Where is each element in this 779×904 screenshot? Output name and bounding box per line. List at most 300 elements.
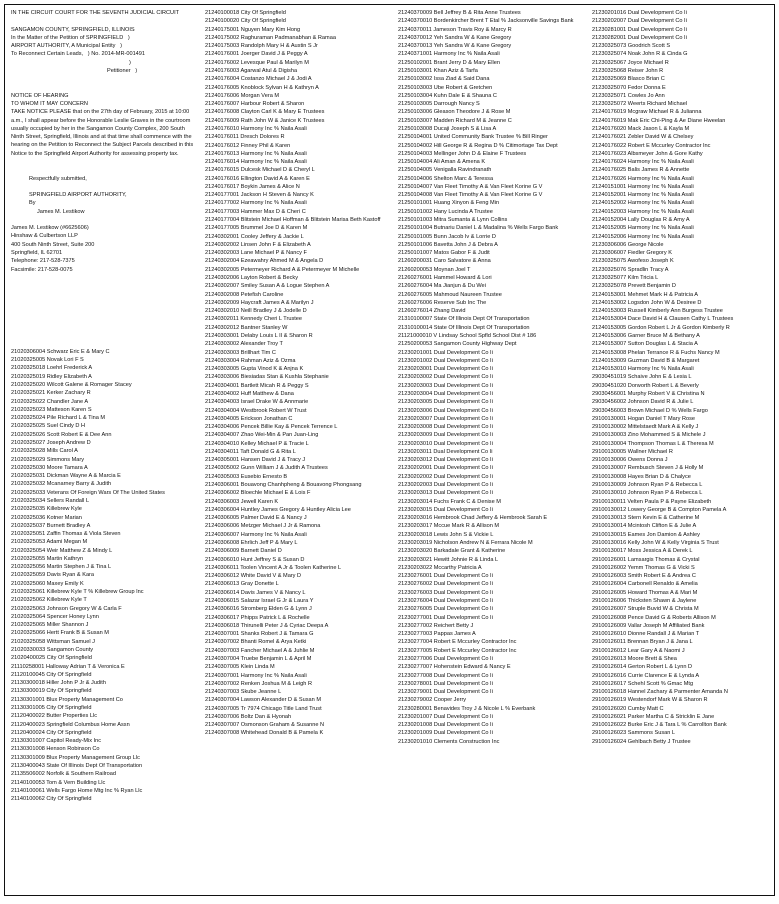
parcel-list xyxy=(592,9,770,746)
parcel-entry: 21240307008 Whitehead Donald B & Pamela K xyxy=(205,730,324,737)
parcel-entry: 21240302006 Layton Robert & Becky xyxy=(205,275,298,281)
parcel-entry: 21230277003 Pappas James A xyxy=(398,631,476,638)
parcel-entry: 21130301008 Henson Robinson Co xyxy=(11,746,100,753)
parcel-entry: 21240307001 Shanks Robert J & Tamara G xyxy=(205,631,314,638)
parcel-entry: 21240176002 Levesque Paul & Marilyn M xyxy=(205,59,309,66)
parcel-entry: 21250103002 Issa Ziad & Said Dana xyxy=(398,76,490,83)
parcel-entry: 21240370013 Yeh Sandra W & Kane Gregory xyxy=(398,43,512,50)
signature-line: SPRINGFIELD AIRPORT AUTHORITY, xyxy=(29,192,127,199)
parcel-entry: 21020325030 Moore Tamara A xyxy=(11,464,88,471)
parcel-entry: 21140100061 Wells Fargo Home Mtg Inc % Ryan Llc xyxy=(11,787,143,794)
parcel-entry: 29100126016 Currie Clarence E & Lynda A xyxy=(592,672,700,679)
parcel-entry: 29100130013 Stern Kevin E & Catherine M xyxy=(592,515,700,522)
parcel-entry: 21250101002 Hany Lucinda A Trustee xyxy=(398,208,493,215)
matter-line: ) xyxy=(129,59,131,66)
parcel-entry: 21260200031 Caro Salvatore & Anna xyxy=(398,258,491,265)
parcel-entry: 21230202003 Dual Development Co Ii xyxy=(398,482,493,489)
parcel-entry: 21250101007 Matos Gabor F & Judit xyxy=(398,250,490,257)
matter-line: AIRPORT AUTHORITY, A Municipal Entity ) xyxy=(11,43,122,50)
parcel-entry: 21250101005 Bunn Jacob Iv & Lorrie D xyxy=(398,233,496,240)
parcel-entry: 29100130009 Johnson Ryan P & Rebecca L xyxy=(592,482,703,489)
parcel-entry: 29100126012 Lear Gary A & Naomi J xyxy=(592,647,685,654)
parcel-entry: 21240304005 Erickson Jonathan C xyxy=(205,415,293,422)
parcel-entry: 21240176019 Mak Eric Chi-Ping & Ae Diane Hweelan xyxy=(592,117,726,124)
attorney-line: Facsimile: 217-528-0075 xyxy=(11,266,73,273)
parcel-entry: 21020325055 Martin Kathryn xyxy=(11,555,84,562)
matter-line: To Reconnect Certain Leads, ) No. 2014-MR-001491 xyxy=(11,51,146,58)
attorney-line: Telephone: 217-528-7375 xyxy=(11,258,75,265)
parcel-entry: 21240307002 Bhanti Romel & Arya Ketki xyxy=(205,639,307,646)
parcel-entry: 21230306007 Fiedler Gregory K xyxy=(592,250,672,257)
parcel-entry: 21240306004 Huntley James Gregory & Huntley Alicia Lee xyxy=(205,506,351,513)
parcel-entry: 21230203015 Dual Development Co Ii xyxy=(398,506,493,513)
parcel-entry: 21230276005 Dual Development Co Ii xyxy=(398,606,493,613)
parcel-entry: 21260276006 Reserve Sub Inc The xyxy=(398,299,487,306)
notice-body: TAKE NOTICE PLEASE that on the 27th day of February, 2015 at 10:00 a.m., I shall appear before the Honorable Leslie Graves in the courtroom usually occupied by her in the Sangamon County Complex, 200 South Ninth Street, Springfield, Illinois and at that time shall commence with the hearing on the Petition to Reconnect the Subject Parcels described in this Notice to the Springfield Airport Authority for assessing property tax. xyxy=(11,109,194,157)
parcel-entry: 21240100020 City Of Springfield xyxy=(205,18,286,25)
parcel-entry: 21240303005 Gupta Vinod K & Anjna K xyxy=(205,366,304,373)
parcel-entry: 29030456003 Brown Michael D % Wells Fargo xyxy=(592,407,708,414)
parcel-entry: 21260276014 Zhang David xyxy=(398,308,466,315)
parcel-entry: 29030451019 Schaive John E & Lesia L xyxy=(592,374,692,381)
parcel-entry: 21230203020 Barkadale Grant & Katherine xyxy=(398,548,506,555)
parcel-entry: 21130301005 City Of Springfield xyxy=(11,704,92,711)
column-1 xyxy=(11,9,197,891)
petitioner-line: Petitioner ) xyxy=(107,67,138,74)
parcel-entry: 21230203010 Dual Development Co Ii xyxy=(398,440,493,447)
parcel-entry: 21240306002 Bloechle Michael E & Lois F xyxy=(205,490,311,497)
parcel-entry: 29100126013 Moore Brett & Shea xyxy=(592,655,677,662)
parcel-entry: 29100126014 Gerton Robert L & Lynn D xyxy=(592,664,693,671)
parcel-entry: 21240304006 Pencek Billie Kay & Pencek Terrence L xyxy=(205,424,338,431)
parcel-entry: 29100130006 Owens Donna J xyxy=(592,457,668,464)
parcel-entry: 29030456002 Johnson David R & Julie L xyxy=(592,399,694,406)
parcel-entry: 21230203004 Dual Development Co Ii xyxy=(398,390,493,397)
parcel-entry: 21240307004 Lawson Alexander D & Susan M xyxy=(205,697,321,704)
parcel-entry: 21120400022 Butter Properties Llc xyxy=(11,713,98,720)
parcel-entry: 29100130014 Mcintosh Clifton E & Julie A xyxy=(592,523,697,530)
parcel-entry: 21310100007 State Of Illinois Dept Of Transportation xyxy=(398,316,530,323)
parcel-entry: 21020325066 Hertt Frank B & Susan M xyxy=(11,630,109,637)
parcel-entry: 21240370012 Yeh Sandra W & Kane Gregory xyxy=(398,34,512,41)
parcel-entry: 29100126023 Sammons Susan L xyxy=(592,730,676,737)
parcel-entry: 21250104005 Venigalla Ravindranath xyxy=(398,167,492,174)
parcel-entry: 21230279001 Dual Development Co Ii xyxy=(398,689,493,696)
parcel-entry: 21240306007 Harmony Inc % Naila Asali xyxy=(205,531,307,538)
parcel-entry: 21240304007 Zhao Wei-Min & Pan Juan-Ling xyxy=(205,432,319,439)
parcel-entry: 21020325061 Killebrew Kyle T % Killebrew Group Inc xyxy=(11,589,144,596)
parcel-entry: 21240306009 Barnett Daniel D xyxy=(205,548,282,555)
parcel-entry: 21240176019 Mcgraw Michael R & Julianna xyxy=(592,109,702,116)
parcel-entry: 21240306017 Phipps Patrick L & Rochelle xyxy=(205,614,310,621)
parcel-entry: 21240152005 Harmony Inc % Naila Asali xyxy=(592,225,694,232)
parcel-entry: 21020325036 Kotner Marian xyxy=(11,514,82,521)
parcel-entry: 21240303006 Biesiadas Stan & Kushla Stephanie xyxy=(205,374,329,381)
parcel-entry: 21020330033 Sangamon County xyxy=(11,647,94,654)
parcel-entry: 21230203007 Dual Development Co Ii xyxy=(398,415,493,422)
parcel-entry: 29100126005 Howard Thomas A & Mari M xyxy=(592,589,698,596)
parcel-entry: 21230202001 Dual Development Co Ii xyxy=(398,465,493,472)
parcel-entry: 21230203011 Dual Development Co Ii xyxy=(398,448,493,455)
parcel-entry: 21250103005 Darrough Nancy S xyxy=(398,101,480,108)
parcel-entry: 21250104008 Van Fleet Timothy A & Van Fleet Korine G V xyxy=(398,192,543,199)
parcel-entry: 21240176004 Costanzo Michael J & Jodi A xyxy=(205,76,312,83)
parcel-entry: 21240303002 Alexander Troy T xyxy=(205,341,283,348)
parcel-entry: 21020325022 Chandler Jane A xyxy=(11,398,89,405)
parcel-entry: 21240176015 Dulcesk Michael D & Cheryl L xyxy=(205,167,315,174)
parcel-entry: 21250104003 Mellinger John D & Elaine F Trustees xyxy=(398,150,527,157)
attorney-block xyxy=(11,224,197,274)
parcel-entry: 21250101006 Bavetta John J & Debra A xyxy=(398,241,498,248)
parcel-entry: 21240306006 Metzger Michael J Jr & Ramona xyxy=(205,523,321,530)
parcel-entry: 21250103004 Kuhn Dale E & Shauna C xyxy=(398,92,497,99)
parcel-entry: 21240177005 Brummel Joe D & Karen M xyxy=(205,225,308,232)
parcel-entry: 29100130010 Johnson Ryan P & Rebecca L xyxy=(592,490,703,497)
parcel-entry: 29100126017 Schehl Scott % Gmac Mtg xyxy=(592,680,694,687)
parcel-entry: 29100126022 Burke Eric J & Tara L % Carrollton Bank xyxy=(592,722,727,729)
parcel-entry: 29100130012 Lowery George B & Compton Pamela A xyxy=(592,506,727,513)
parcel-entry: 21230277001 Dual Development Co Ii xyxy=(398,614,493,621)
parcel-entry: 21240306001 Bouavong Chanhpheng & Bouavong Phongsang xyxy=(205,482,362,489)
parcel-entry: 21240306015 Salazar Israel G Jr & Laura Y xyxy=(205,597,314,604)
closing-line: Respectfully submitted, xyxy=(29,175,87,182)
parcel-entry: 21240176006 Morgan Vera M xyxy=(205,92,280,99)
parcel-entry: 21240176022 Robert E Mccurley Contractor Inc xyxy=(592,142,711,149)
parcel-entry: 21020325056 Martin Stephen J & Tina L xyxy=(11,564,112,571)
parcel-entry: 21240307004 Truebe Benjamin L & April M xyxy=(205,655,312,662)
parcel-entry: 21250104004 Ali Aman & Amena K xyxy=(398,159,486,166)
parcel-entry: 21230201010 Clements Construction Inc xyxy=(398,738,500,745)
parcel-entry: 21020400025 City Of Springfield xyxy=(11,655,92,662)
parcel-entry: 21240153004 Dace David H & Clausen Cathy L Trustees xyxy=(592,316,734,323)
parcel-entry: 21230203021 Hewitt Johnie R & Linda L xyxy=(398,556,499,563)
parcel-entry: 21240151001 Harmony Inc % Naila Asali xyxy=(592,183,694,190)
parcel-entry: 21230325078 Prevett Benjamin D xyxy=(592,283,676,290)
parcel-entry: 21130400043 State Of Illinois Dept Of Transportation xyxy=(11,762,143,769)
parcel-entry: 21240306005 Palmer David E & Nancy J xyxy=(205,515,307,522)
parcel-entry: 21240304010 Kelley Michael P & Tracie L xyxy=(205,440,309,447)
parcel-entry: 21230203006 Dual Development Co Ii xyxy=(398,407,493,414)
parcel-entry: 21230201001 Dual Development Co Ii xyxy=(398,349,493,356)
parcel-entry: 21240306003 Jewell Karen K xyxy=(205,498,279,505)
parcel-entry: 21130301001 Blux Property Management Co xyxy=(11,696,123,703)
parcel-entry: 21260200053 Moynan Joel T xyxy=(398,266,471,273)
parcel-entry: 21230203012 Dual Development Co Ii xyxy=(398,457,493,464)
parcel-entry: 21240306018 Thirunelli Peter J & Cyriac Deepa A xyxy=(205,622,329,629)
parcel-entry: 29100126006 Thicksten Shawn & Jaylene xyxy=(592,597,697,604)
parcel-entry: 29030451020 Dorworth Robert L & Beverly xyxy=(592,382,699,389)
parcel-entry: 21230203017 Mccue Mark R & Allison M xyxy=(398,523,500,530)
parcel-entry: 29100126001 Lamsargis Thomas & Crystal xyxy=(592,556,700,563)
parcel-entry: 21130301007 Capitol Ready-Mix Inc xyxy=(11,738,102,745)
parcel-entry: 21250103003 Ube Robert & Gretchen xyxy=(398,84,493,91)
parcel-entry: 21240307001 Harmony Inc % Naila Asali xyxy=(205,672,307,679)
parcel-entry: 21240302010 Neill Bradley J & Jodelle D xyxy=(205,308,307,315)
parcel-entry: 21020325059 Davis Ryan & Kara xyxy=(11,572,95,579)
parcel-entry: 21020325064 Spencer Honey Lynn xyxy=(11,613,99,620)
parcel-entry: 29100126002 Yemm Thomas G & Vicki S xyxy=(592,564,695,571)
parcel-entry: 21240175002 Raghuraman Padmanabhan & Ramaa xyxy=(205,34,336,41)
parcel-entry: 21230277007 Hohenstein Edward & Nancy E xyxy=(398,664,511,671)
parcel-entry: 21020325058 Wittsman Samuel J xyxy=(11,638,95,645)
parcel-entry: 21230325073 Goodrich Scott S xyxy=(592,43,671,50)
parcel-entry: 21240306008 Ehrlich Jeff P & Mary L xyxy=(205,540,298,546)
parcel-entry: 21240302004 Ezeawahry Ahmed M & Angela D xyxy=(205,258,324,265)
parcel-entry: 21250103001 Khan Aziz & Tarfa xyxy=(398,67,478,74)
parcel-entry: 21020325027 Joseph Andrew D xyxy=(11,439,91,446)
column-4 xyxy=(592,9,770,891)
parcel-entry: 29100130008 Hayes Brian D & Chalyce xyxy=(592,473,691,480)
signature-line: James M. Lestikow xyxy=(37,208,85,215)
parcel-entry: 21240304011 Taft Donald G & Rita L xyxy=(205,448,296,455)
parcel-entry: 21250104001 United Community Bank Trustee % Bill Ringer xyxy=(398,134,548,141)
parcel-entry: 21120100045 City Of Springfield xyxy=(11,671,92,678)
parcel-entry: 29030456001 Murphy Robert V & Christina N xyxy=(592,390,705,397)
court-heading: IN THE CIRCUIT COURT FOR THE SEVENTH JUDICIAL CIRCUIT xyxy=(11,10,180,16)
parcel-entry: 21240152003 Harmony Inc % Naila Asali xyxy=(592,208,694,215)
parcel-entry: 21250101003 Mitra Sumanta & Lynn Collins xyxy=(398,217,508,224)
parcel-entry: 21240153008 Phelan Terrance R & Fuchs Nancy M xyxy=(592,349,720,356)
parcel-entry: 21120400024 City Of Springfield xyxy=(11,729,92,736)
parcel-entry: 21020325053 Adami Megan M xyxy=(11,539,88,546)
parcel-entry: 21240304004 Westbrook Robert W Trust xyxy=(205,407,307,414)
parcel-entry: 21240176010 Harmony Inc % Naila Asali xyxy=(205,125,307,132)
parcel-entry: 29100126004 Carbonell Renaldo & Amelia xyxy=(592,581,698,588)
parcel-entry: 21240153005 Gordon Robert L Jr & Gordon Kimberly R xyxy=(592,324,730,331)
parcel-entry: 21250104002 Hill George R & Regina D % Citimortage Tax Dept xyxy=(398,142,558,149)
parcel-entry: 21020325020 Wilcott Galene & Romager Stacey xyxy=(11,382,132,389)
parcel-entry: 29100126021 Parker Martha C & Stricklin E Jane xyxy=(592,713,715,720)
legal-notice-page xyxy=(4,4,775,896)
parcel-list xyxy=(205,9,391,738)
parcel-entry: 21240307005 Klein Linda M xyxy=(205,664,275,671)
parcel-entry: 21230203018 Lewis John S & Vickie L xyxy=(398,531,494,538)
parcel-entry: 21230201007 Dual Development Co Ii xyxy=(398,713,493,720)
parcel-entry: 21240153006 Garner Bruce M & Bethany A xyxy=(592,332,700,339)
parcel-entry: 21240177001 Jackson H Steven & Nancy K xyxy=(205,192,314,199)
parcel-entry: 21250104007 Van Fleet Timothy A & Van Fleet Korine G V xyxy=(398,183,543,190)
parcel-entry: 21020325051 Zaffin Thomas & Viola Steven xyxy=(11,531,121,538)
parcel-entry: 21240303003 Brillhart Tim C xyxy=(205,349,276,356)
parcel-entry: 29100126003 Smith Robert E & Andrea C xyxy=(592,573,696,580)
parcel-entry: 21240306012 White David V & Mary D xyxy=(205,573,302,580)
parcel-entry: 21230325072 Weerts Richard Michael xyxy=(592,101,688,108)
parcel-entry: 21250200053 Sangamon County Highway Dept xyxy=(398,341,517,348)
parcel-entry: 29100126008 Pence David G & Roberts Allison M xyxy=(592,614,716,621)
parcel-entry: 21020325065 Miller Shannon J xyxy=(11,622,89,629)
parcel-entry: 29100126024 Gehlbach Betty J Trustee xyxy=(592,738,691,745)
parcel-entry: 21020325063 Johnson Gregory W & Carla F xyxy=(11,605,122,612)
parcel-entry: 21240175003 Randolph Mary H & Austin S Jr xyxy=(205,43,318,50)
parcel-entry: 21240302001 Cooley Jeffery & Jackie L xyxy=(205,233,304,240)
parcel-entry: 21240176020 Mack Jason L & Kayla M xyxy=(592,125,690,132)
parcel-entry: 21250103007 Madden Richard M & Jeanne C xyxy=(398,117,512,124)
parcel-entry: 29100130003 Zino Mohammed S & Michele J xyxy=(592,432,706,439)
parcel-entry: 29100126007 Struple Buvid W & Christa M xyxy=(592,606,699,613)
parcel-entry: 21230201008 Dual Development Co Ii xyxy=(398,722,493,729)
parcel-entry: 21240370010 Bordenkircher Brent T Etal % Jacksonville Savings Bank xyxy=(398,18,574,25)
parcel-entry: 21240153002 Logsdon John W & Desiree D xyxy=(592,299,702,306)
parcel-entry: 21230202007 Dual Development Co Ii xyxy=(592,18,687,25)
parcel-entry: 21250103006 Gleason Theodore J & Rose M xyxy=(398,109,511,116)
parcel-entry: 21135506002 Norfolk & Southern Railroad xyxy=(11,771,117,778)
parcel-entry: 21020325033 Veterans Of Foreign Wars Of The United States xyxy=(11,489,165,496)
column-3 xyxy=(398,9,584,891)
parcel-entry: 29100126018 Hannel Zachary & Parmenter Amanda N xyxy=(592,689,728,696)
signature-line: By xyxy=(29,200,36,207)
parcel-entry: 21240176026 Harmony Inc % Naila Asali xyxy=(592,175,694,182)
parcel-entry: 21250104006 Shelton Marc & Teressa xyxy=(398,175,494,182)
parcel-entry: 21240303004 Rahman Aziz & Ozma xyxy=(205,357,296,364)
parcel-entry: 21240302003 Lane Michael P & Nancy F xyxy=(205,250,307,257)
parcel-entry: 21230277002 Reichert Betty J xyxy=(398,622,474,629)
parcel-entry: 29100126009 Vallar Joseph M Affiliated Bank xyxy=(592,622,705,629)
parcel-entry: 21230202002 Dual Development Co Ii xyxy=(398,473,493,480)
parcel-entry: 21020325031 Dickman Wayne A & Marcia E xyxy=(11,473,121,480)
parcel-entry: 21020306004 Schwarz Eric E & Mary C xyxy=(11,348,110,355)
parcel-entry: 21240305002 Gunn William J & Judith A Trustees xyxy=(205,465,328,472)
parcel-entry: 21120400023 Springfield Columbus Home Assn xyxy=(11,721,130,728)
parcel-entry: 21310100014 State Of Illinois Dept Of Transportation xyxy=(398,324,530,331)
parcel-entry: 29100130004 Thompson Thomas L & Theresa M xyxy=(592,440,714,447)
parcel-entry: 21230325077 Kilm Tricia L xyxy=(592,275,659,281)
parcel-entry: 21240307005 Tr 7974 Chicago Title Land Trust xyxy=(205,705,322,712)
parcel-entry: 21240176005 Knoblock Sylvan H & Kathryn A xyxy=(205,84,319,91)
parcel-entry: 21240177003 Hammer Max D & Cheri C xyxy=(205,208,306,215)
parcel-entry: 29100130007 Rembusch Steven J & Holly M xyxy=(592,465,704,472)
parcel-entry: 21240306014 Davis James V & Nancy L xyxy=(205,589,306,596)
parcel-entry: 21230203014 Fuchs Frank C & Denise M xyxy=(398,498,501,505)
parcel-entry: 21240100018 City Of Springfield xyxy=(205,10,286,16)
parcel-entry: 21130300018 Hiller John P Jr & Judith xyxy=(11,680,106,687)
parcel-entry: 21240302008 Petefish Caroline xyxy=(205,291,284,298)
parcel-entry: 21230282001 Dual Development Co Ii xyxy=(592,34,687,41)
parcel-entry: 21240176013 Harmony Inc % Naila Asali xyxy=(205,150,307,157)
parcel-entry: 21240370011 Jameson Travis Roy & Marcy R xyxy=(398,26,512,33)
parcel-entry: 21240302011 Kennedy Cheri L Trustee xyxy=(205,316,303,323)
parcel-entry: 21230203002 Dual Development Co Ii xyxy=(398,374,493,381)
parcel-entry: 21240153007 Sutton Douglas L & Stacia A xyxy=(592,341,698,348)
parcel-entry: 21230203001 Dual Development Co Ii xyxy=(398,366,493,373)
parcel-entry: 21020325037 Burnett Bradley A xyxy=(11,522,91,529)
notice-heading: NOTICE OF HEARING xyxy=(11,92,69,99)
parcel-entry: 21240153001 Mehmet Mark H & Patricia A xyxy=(592,291,699,298)
parcel-entry: 21240176008 Clayton Carl K & Mary E Trustees xyxy=(205,109,325,116)
parcel-entry: 21230325069 Blasco Brian C xyxy=(592,76,665,83)
parcel-entry: 21240302007 Smiley Susan A & Logue Stephen A xyxy=(205,283,330,290)
parcel-entry: 21230203013 Dual Development Co Ii xyxy=(398,490,493,497)
parcel-entry: 21020325025 Suel Cindy D H xyxy=(11,423,86,430)
parcel-entry: 21260276001 Hammel Howard & Lori xyxy=(398,275,492,281)
parcel-entry: 29100130001 Hogan Daniel T Mary Rose xyxy=(592,415,696,422)
parcel-entry: 21240307007 Osmonson Graham & Susanne N xyxy=(205,722,325,729)
parcel-entry: 21020325062 Killebrew Kyle T xyxy=(11,597,87,604)
parcel-entry: 21020325029 Simmons Mary xyxy=(11,456,85,463)
parcel-entry: 21130300019 City Of Springfield xyxy=(11,688,92,695)
parcel-list xyxy=(398,9,584,746)
parcel-entry: 21230201016 Dual Development Co Ii xyxy=(592,10,687,16)
attorney-line: James M. Lestikow (#6625606) xyxy=(11,225,89,232)
parcel-entry: 21240176012 Finney Phil & Karen xyxy=(205,142,291,149)
parcel-entry: 21240303001 Delaby Louis L II & Sharon R xyxy=(205,332,313,339)
parcel-entry: 21020325018 Loehrl Frederick A xyxy=(11,365,93,372)
parcel-entry: 21230280001 Benavides Troy J & Nicole L % Everbank xyxy=(398,705,536,712)
parcel-entry: 21240175001 Nguyen Mary Kim Hong xyxy=(205,26,301,33)
parcel-entry: 21240176017 Boykin James & Alice N xyxy=(205,183,300,190)
parcel-entry: 21230203019 Nicholson Andrew N & Ferrara Nicole M xyxy=(398,540,533,546)
parcel-entry: 29100126020 Cumby Matt C xyxy=(592,705,664,712)
parcel-entry: 21240176023 Albsmeyer John & Gore Kathy xyxy=(592,150,703,157)
parcel-list xyxy=(11,348,197,803)
parcel-entry: 21240176014 Harmony Inc % Naila Asali xyxy=(205,159,307,166)
parcel-entry: 21020325034 Sellers Randall L xyxy=(11,497,90,504)
matter-line: In the Matter of the Petition of SPRINGFIELD ) xyxy=(11,34,130,41)
parcel-entry: 21230277008 Dual Development Co Ii xyxy=(398,672,493,679)
parcel-entry: 21240152002 Harmony Inc % Naila Asali xyxy=(592,200,694,207)
parcel-entry: 21230203003 Dual Development Co Ii xyxy=(398,382,493,389)
column-2 xyxy=(205,9,391,891)
parcel-entry: 21230276001 Dual Development Co Ii xyxy=(398,573,493,580)
parcel-entry: 21230279002 Cooper Jerry xyxy=(398,697,467,704)
parcel-entry: 21260276004 Ma Jianjun & Du Wei xyxy=(398,283,486,290)
parcel-entry: 21240153003 Russell Kimberly Ann Burgess Trustee xyxy=(592,308,723,315)
parcel-entry: 21250102001 Brant Jerry D & Mary Ellen xyxy=(398,59,500,66)
parcel-entry: 21240305003 Eusebio Ernesto B xyxy=(205,473,288,480)
parcel-entry: 21240307003 Skube Jeanne L xyxy=(205,689,282,696)
parcel-entry: 21240302012 Bantner Stanley W xyxy=(205,324,288,331)
parcel-entry: 21020325026 Scott Robert E & Dee Ann xyxy=(11,431,112,438)
parcel-entry: 29100130015 Eames Jon Damion & Ashley xyxy=(592,531,700,538)
parcel-entry: 21230203009 Dual Development Co Ii xyxy=(398,432,493,439)
parcel-entry: 21230276004 Dual Development Co Ii xyxy=(398,597,493,604)
parcel-entry: 21230325068 Reiser John R xyxy=(592,67,664,74)
parcel-entry: 21230203008 Dual Development Co Ii xyxy=(398,424,493,431)
parcel-entry: 21020325023 Matteson Karen S xyxy=(11,406,92,413)
parcel-entry: 21240304002 Huff Matthew & Dana xyxy=(205,390,294,397)
attorney-line: Springfield, IL 62701 xyxy=(11,250,63,257)
parcel-entry: 21240370009 Bell Jeffrey B & Rita Anne Trustees xyxy=(398,10,521,16)
parcel-entry: 21130301009 Blux Property Management Group Llc xyxy=(11,754,140,761)
attorney-line: Hinshaw & Culbertson LLP xyxy=(11,233,78,240)
parcel-entry: 21240306010 Hunt Jeffrey S & Susan D xyxy=(205,556,305,563)
parcel-entry: 21240307006 Boltz Dan & Hyonah xyxy=(205,713,292,720)
notice-subheading: TO WHOM IT MAY CONCERN xyxy=(11,101,88,108)
parcel-entry: 21240176001 Joerger David J & Peggy A xyxy=(205,51,308,58)
parcel-entry: 21240152001 Harmony Inc % Naila Asali xyxy=(592,192,694,199)
parcel-entry: 21240177002 Harmony Inc % Naila Asali xyxy=(205,200,307,207)
parcel-entry: 21240176025 Balis James R & Annette xyxy=(592,167,690,174)
parcel-entry: 21020325032 Mcanarney Barry & Judith xyxy=(11,481,112,488)
parcel-entry: 21020325019 Ridley Elizabeth A xyxy=(11,373,92,380)
parcel-entry: 21240177004 Blitstein Michael Hoffman & Blitstein Marisa Beth Kastoff xyxy=(205,217,381,224)
parcel-entry: 21240304003 Israel Drake W & Annmarie xyxy=(205,399,309,406)
parcel-entry: 29100130005 Wallner Michael R xyxy=(592,448,673,455)
parcel-entry: 29100130011 Velten Paula P & Payne Elizabeth xyxy=(592,498,712,505)
attorney-line: 400 South Ninth Street, Suite 200 xyxy=(11,241,95,248)
parcel-entry: 21230278001 Dual Development Co Ii xyxy=(398,680,493,687)
parcel-entry: 21240176016 Ellington David A & Karen E xyxy=(205,175,310,182)
parcel-entry: 21240176007 Harbour Robert & Sharon xyxy=(205,101,305,108)
parcel-entry: 21230325076 Spradlin Tracy A xyxy=(592,266,669,273)
parcel-entry: 29100130017 Moss Jessica A & Derek L xyxy=(592,548,693,555)
parcel-entry: 29100130016 Kelly John W & Kelly Virginia S Trust xyxy=(592,540,719,546)
parcel-entry: 21240371001 Harmony Inc % Naila Asali xyxy=(398,51,500,58)
parcel-entry: 21020325005 Novak Lori F S xyxy=(11,357,84,364)
parcel-entry: 21240153009 Guzman David B & Margaret xyxy=(592,357,700,364)
parcel-entry: 21240302005 Petermeyer Richard A & Petermeyer M Michelle xyxy=(205,266,360,273)
parcel-entry: 21240176024 Harmony Inc % Naila Asali xyxy=(592,159,694,166)
parcel-entry: 21020325054 Weir Matthew Z & Mindy L xyxy=(11,547,113,554)
